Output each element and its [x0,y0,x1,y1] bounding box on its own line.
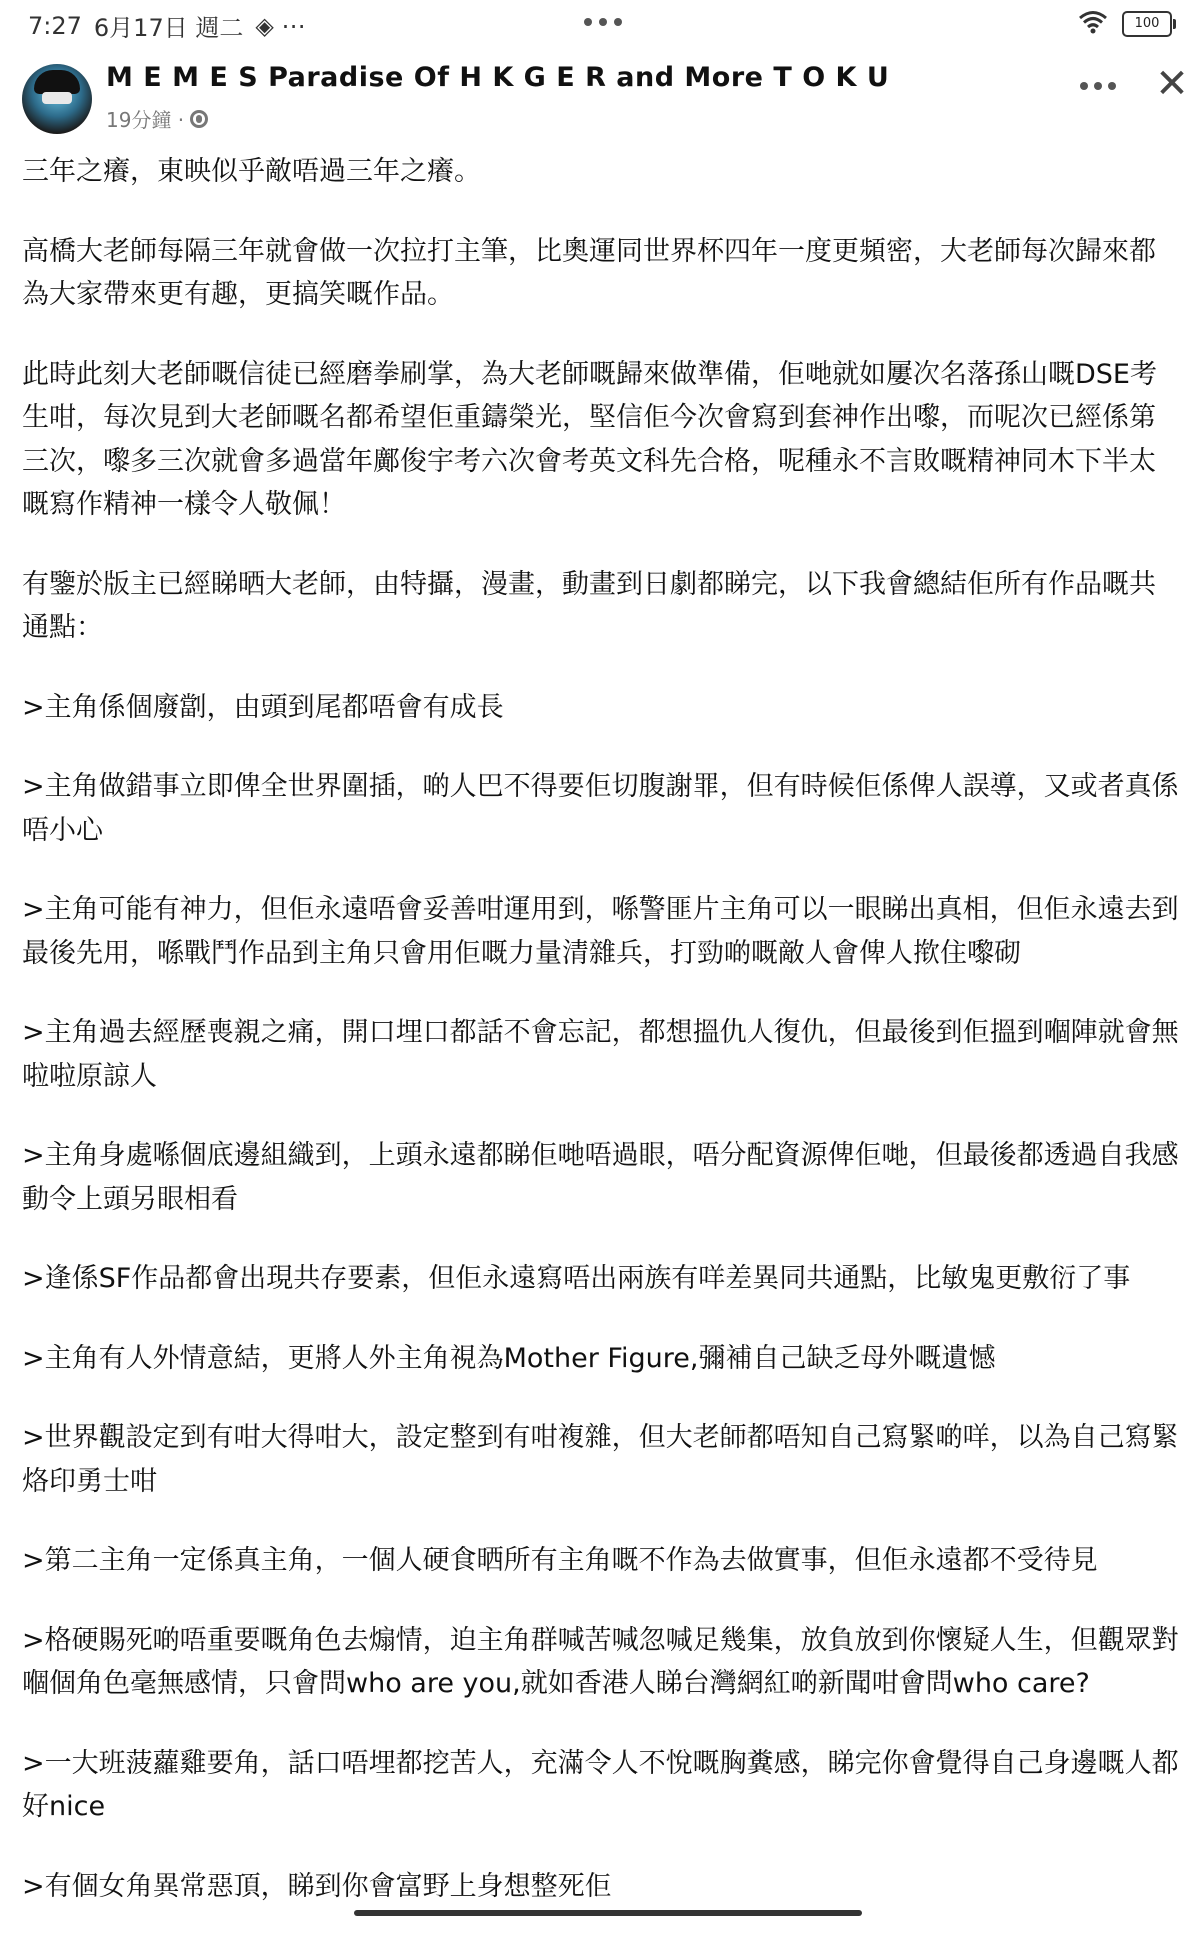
avatar[interactable] [22,64,92,134]
home-indicator[interactable] [354,1910,862,1916]
status-date: 6月17日 週二 [93,14,244,42]
post-paragraph: 三年之癢，東映似乎敵唔過三年之癢。 [22,156,481,187]
post-paragraph: >主角係個廢劏，由頭到尾都唔會有成長 [22,691,504,723]
post-body [22,150,1182,1944]
status-time: 7:27 [28,11,82,40]
post-paragraph: >主角身處喺個底邊組織到，上頭永遠都睇佢哋唔過眼，唔分配資源俾佢哋，但最後都透過自我感動令上頭另眼相看 [22,1140,1179,1215]
post-timestamp[interactable]: 19分鐘 · [106,108,185,132]
post-paragraph: >主角做錯事立即俾全世界圍插，啲人巴不得要佢切腹謝罪，但有時候佢係俾人誤導，又或者真係唔小心 [22,771,1179,846]
status-extra: ◈ ⋯ [255,11,306,40]
post-paragraph: >主角有人外情意結，更將人外主角視為Mother Figure,彌補自己缺乏母外嘅遺憾 [22,1342,996,1374]
battery-icon [1122,11,1172,37]
status-left [28,8,305,43]
post-paragraph: 高橋大老師每隔三年就會做一次拉打主筆，比奧運同世界杯四年一度更頻密，大老師每次歸來都為大家帶來更有趣，更搞笑嘅作品。 [22,235,1156,310]
post-paragraph: >逢係SF作品都會出現共存要素，但佢永遠寫唔出兩族有咩差異同共通點，比敏鬼更敷衍了事 [22,1263,1131,1294]
post-paragraph: >第二主角一定係真主角，一個人硬食晒所有主角嘅不作為去做實事，但佢永遠都不受待見 [22,1545,1098,1576]
post-header [0,58,1200,136]
post-paragraph: >世界觀設定到有咁大得咁大，設定整到有咁複雜，但大老師都唔知自己寫緊啲咩，以為自己寫緊烙印勇士咁 [22,1422,1179,1497]
status-bar [0,0,1200,46]
post-meta [106,104,208,133]
window-handle-icon[interactable] [584,18,622,26]
post-paragraph: 有鑒於版主已經睇晒大老師，由特攝，漫畫，動畫到日劇都睇完，以下我會總結佢所有作品嘅共通點： [22,568,1156,643]
close-icon[interactable]: ✕ [1155,61,1189,107]
page-name[interactable]: M E M E S Paradise Of H K G E R and More T O K U [106,62,890,93]
more-icon[interactable] [1076,74,1120,98]
post-paragraph: 此時此刻大老師嘅信徒已經磨拳刷掌，為大老師嘅歸來做準備，佢哋就如屢次名落孫山嘅DSE考生咁，每次見到大老師嘅名都希望佢重鑄榮光，堅信佢今次會寫到套神作出嚟，而呢次已經係第三次，嚟多三次就會多過當年鄺俊宇考六次會考英文科先合格，呢種永不言敗嘅精神同木下半太嘅寫作精神一樣令人敬佩！ [22,358,1157,520]
post-paragraph: >主角可能有神力，但佢永遠唔會妥善咁運用到，喺警匪片主角可以一眼睇出真相，但佢永遠去到最後先用，喺戰鬥作品到主角只會用佢嘅力量清雜兵，打勁啲嘅敵人會俾人揿住嚟砌 [22,894,1179,969]
battery-level: 100 [1134,16,1160,31]
post-paragraph: >格硬賜死啲唔重要嘅角色去煽情，迫主角群喊苦喊忽喊足幾集，放負放到你懷疑人生，但觀眾對嗰個角色毫無感情，只會問who are you,就如香港人睇台灣網紅啲新聞咁會問who care? [22,1624,1179,1699]
wifi-icon [1078,10,1108,38]
post-paragraph: >有個女角異常惡頂，睇到你會富野上身想整死佢 [22,1870,612,1902]
post-paragraph: >主角過去經歷喪親之痛，開口埋口都話不會忘記，都想搵仇人復仇，但最後到佢搵到嗰陣就會無啦啦原諒人 [22,1017,1179,1092]
globe-icon [190,110,208,128]
status-right [1078,10,1172,38]
post-paragraph: >一大班菠蘿雞要角，話口唔埋都挖苦人，充滿令人不悅嘅胸糞感，睇完你會覺得自己身邊嘅人都好nice [22,1747,1179,1822]
